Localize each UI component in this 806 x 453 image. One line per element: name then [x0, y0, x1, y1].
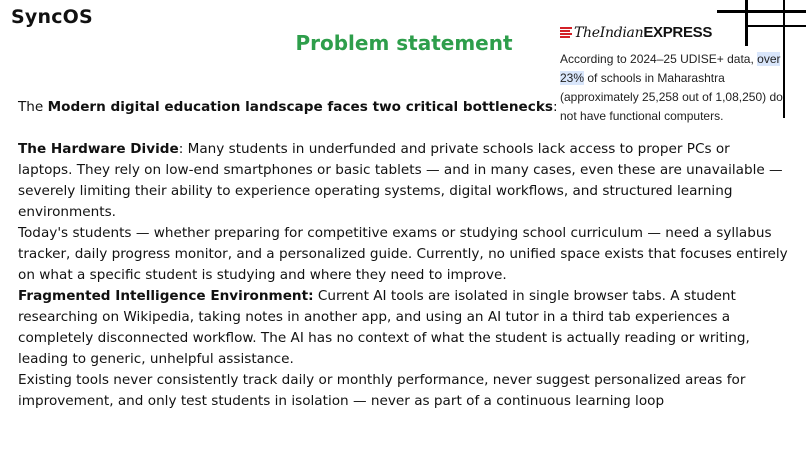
- spacer: [18, 118, 788, 139]
- intro-bold: Modern digital education landscape faces two critical bottlenecks: [47, 99, 553, 115]
- indian-express-logo: [560, 24, 712, 41]
- fragmented-text: Current AI tools are isolated in single browser tabs. A student researching on Wikipedia, taking notes in another app, and using an AI tutor in a third tab experiences a completely disconnected workflow. The AI has no context of what the student is actually reading or writing, leading to generic, unhelpful assistance.: [18, 288, 750, 367]
- news-highlight: over 23%: [560, 52, 781, 85]
- intro-paragraph: [18, 97, 788, 118]
- logo-word-the: The: [574, 24, 600, 41]
- news-text-before: According to 2024–25 UDISE+ data,: [560, 52, 758, 66]
- decor-line: [745, 25, 806, 27]
- fragmented-paragraph: [18, 286, 788, 370]
- page-title-text: Problem statement: [295, 31, 513, 55]
- logo-word-indian: Indian: [599, 24, 644, 41]
- hardware-heading: The Hardware Divide: [18, 141, 179, 157]
- intro-suffix: :: [552, 99, 558, 115]
- decor-line: [717, 10, 806, 13]
- indian-express-mark-icon: [560, 26, 572, 40]
- today-paragraph: Today's students — whether preparing for competitive exams or studying school curriculum — need a syllabus tracker, daily progress monitor, and a personalized guide. Currently, no unified space exists that focuses entirely on what a specific student is studying and where they need to improve.: [18, 225, 788, 283]
- hardware-text: : Many students in underfunded and private schools lack access to proper PCs or laptops. They rely on low-end smartphones or basic tablets — and in many cases, even these are unavailable — severely limiting their ability to experience operating systems, digital workflows, and structured learning environments.: [18, 141, 783, 220]
- fragmented-heading: Fragmented Intelligence Environment:: [18, 288, 314, 304]
- intro-prefix: The: [18, 99, 48, 115]
- existing-paragraph: Existing tools never consistently track daily or monthly performance, never suggest personalized areas for improvement, and only test students in isolation — never as part of a continuous learning loop: [18, 372, 746, 409]
- news-text-after: of schools in Maharashtra (approximately 25,258 out of 1,08,250) do not have functional computers.: [560, 71, 783, 123]
- hardware-paragraph: [18, 139, 788, 223]
- logo-word-express: EXPRESS: [643, 24, 713, 41]
- brand-logo: SyncOS: [11, 6, 93, 28]
- problem-body: [18, 97, 788, 412]
